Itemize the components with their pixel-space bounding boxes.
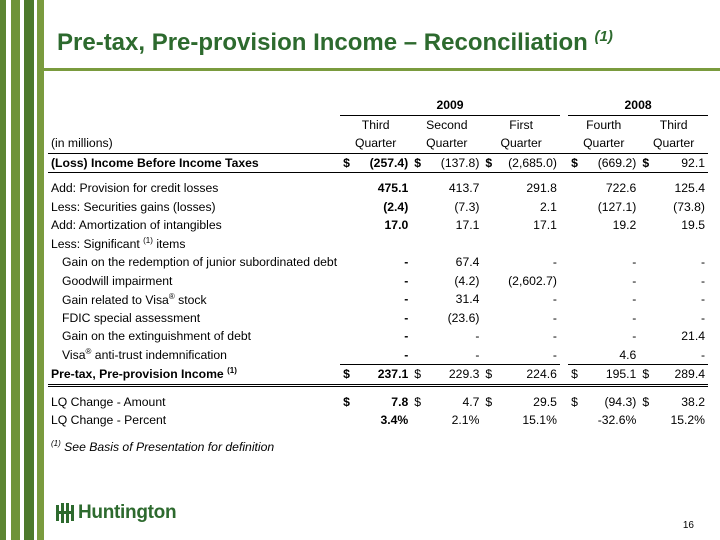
cell-value: - [552, 292, 557, 307]
cell-value: - [632, 310, 637, 325]
col-header-top: Third [361, 117, 390, 132]
cell-value: 722.6 [605, 181, 637, 196]
cell-value: - [552, 255, 557, 270]
row-label: Goodwill impairment [62, 273, 173, 288]
cell-value: 291.8 [526, 181, 557, 196]
cell-value: 289.4 [657, 365, 708, 386]
cell-value: (127.1) [597, 199, 637, 214]
table-row-significant-items [48, 235, 708, 254]
currency-symbol: $ [482, 153, 500, 173]
cell-value: (23.6) [447, 310, 480, 325]
cell-value: - [632, 255, 637, 270]
cell-value: 67.4 [455, 255, 480, 270]
cell-value: - [700, 273, 705, 288]
cell-value: 92.1 [657, 153, 708, 173]
cell-value: 224.6 [500, 365, 560, 386]
cell-value: - [358, 346, 411, 365]
table-row-fdic [48, 309, 708, 328]
cell-value: - [700, 310, 705, 325]
col-header-top: Second [426, 117, 468, 132]
cell-value: - [500, 346, 560, 365]
cell-value: 21.4 [681, 329, 705, 344]
currency-symbol: $ [568, 153, 586, 173]
cell-value: (73.8) [673, 199, 705, 214]
cell-value: (669.2) [586, 153, 639, 173]
cell-value: - [552, 329, 557, 344]
row-label: Less: Securities gains (losses) [51, 199, 216, 214]
cell-value: 15.1% [522, 413, 557, 428]
currency-symbol: $ [642, 394, 650, 409]
col-header-bottom: Quarter [568, 134, 639, 153]
reconciliation-table [48, 96, 708, 456]
footnote-row [48, 438, 708, 457]
huntington-logo-icon [56, 503, 74, 523]
table-row-lq-amount [48, 393, 708, 412]
cell-value: - [700, 292, 705, 307]
cell-value: 475.1 [377, 181, 409, 196]
row-label: (Loss) Income Before Income Taxes [48, 153, 340, 173]
cell-value: (2,685.0) [500, 153, 560, 173]
col-header-bottom: Quarter [340, 134, 411, 153]
table-row-income-before-taxes [48, 153, 708, 173]
table-row-goodwill [48, 272, 708, 291]
col-header-top: First [509, 117, 533, 132]
cell-value: - [632, 329, 637, 344]
row-label: Less: Significant $^{(1)}$ items [51, 236, 186, 252]
cell-value: 17.1 [533, 218, 557, 233]
cell-value: 195.1 [586, 365, 639, 386]
cell-value: 4.6 [586, 346, 639, 365]
page-title: Pre-tax, Pre-provision Income – Reconciliation $^{(1)}$ [57, 28, 613, 56]
table-row-junior-debt [48, 253, 708, 272]
table-row-lq-percent [48, 411, 708, 430]
col-header-bottom: Quarter [639, 134, 708, 153]
table-row-provision [48, 179, 708, 198]
row-label: Gain on the redemption of junior subordinated debt [62, 255, 338, 270]
cell-value: 15.2% [670, 413, 705, 428]
cell-value: (137.8) [429, 153, 482, 173]
currency-symbol: $ [340, 153, 358, 173]
cell-value: - [632, 292, 637, 307]
units-label: (in millions) [48, 134, 340, 153]
row-label: Gain on the extinguishment of debt [62, 329, 252, 344]
footnote: $^{(1)}$ See Basis of Presentation for definition [51, 439, 275, 455]
cell-value: 17.0 [384, 218, 409, 233]
col-header-top: Third [659, 117, 688, 132]
cell-value: - [404, 310, 409, 325]
cell-value: (2.4) [383, 199, 409, 214]
cell-value: - [700, 255, 705, 270]
year-2008-header: 2008 [568, 96, 708, 115]
page-number: 16 [682, 520, 694, 531]
cell-value: 7.8 [391, 394, 409, 409]
cell-value: - [429, 346, 482, 365]
col-header-top: Fourth [586, 117, 622, 132]
logo-wordmark: Huntington [78, 502, 177, 523]
cell-value: 19.5 [681, 218, 705, 233]
cell-value: - [632, 273, 637, 288]
row-label: Visa® anti-trust indemnification [62, 347, 227, 363]
row-label: Gain related to Visa® stock [62, 291, 207, 307]
year-header-row [48, 96, 708, 115]
cell-value: - [404, 273, 409, 288]
row-label: Add: Provision for credit losses [51, 181, 219, 196]
cell-value: (4.2) [454, 273, 480, 288]
title-rule [44, 68, 720, 71]
currency-symbol: $ [485, 394, 493, 409]
row-label: Add: Amortization of intangibles [51, 218, 222, 233]
year-2009-header: 2009 [340, 96, 560, 115]
cell-value: 2.1 [539, 199, 557, 214]
cell-value: - [404, 255, 409, 270]
currency-symbol: $ [639, 153, 657, 173]
cell-value: 29.5 [533, 394, 557, 409]
currency-symbol: $ [340, 365, 358, 386]
currency-symbol: $ [568, 365, 586, 386]
quarter-bottom-row [48, 134, 708, 153]
cell-value: 3.4% [380, 413, 409, 428]
cell-value: 17.1 [455, 218, 480, 233]
row-label: Pre-tax, Pre-provision Income $^{(1)}$ [48, 365, 340, 386]
title-footnote-ref: (1) [594, 28, 613, 45]
table-row-pptpi [48, 365, 708, 386]
huntington-logo [56, 502, 176, 524]
currency-symbol: $ [343, 394, 350, 409]
cell-value: 125.4 [674, 181, 705, 196]
cell-value: (2,602.7) [508, 273, 557, 288]
cell-value: 38.2 [681, 394, 705, 409]
cell-value: - [475, 329, 480, 344]
col-header-bottom: Quarter [482, 134, 560, 153]
cell-value: 2.1% [451, 413, 480, 428]
cell-value: (7.3) [454, 199, 480, 214]
row-label: LQ Change - Amount [51, 394, 166, 409]
currency-symbol: $ [411, 365, 429, 386]
col-header-bottom: Quarter [411, 134, 482, 153]
currency-symbol: $ [411, 153, 429, 173]
cell-value: (94.3) [604, 394, 637, 409]
quarter-top-row [48, 115, 708, 134]
table-row-visa-antitrust [48, 346, 708, 365]
cell-value: (257.4) [358, 153, 411, 173]
cell-value: 4.7 [462, 394, 480, 409]
table-row-visa-stock [48, 290, 708, 309]
table-row-securities [48, 198, 708, 217]
cell-value: 237.1 [358, 365, 411, 386]
cell-value: 31.4 [455, 292, 480, 307]
currency-symbol: $ [482, 365, 500, 386]
currency-symbol: $ [639, 365, 657, 386]
cell-value: -32.6% [597, 413, 637, 428]
currency-symbol: $ [414, 394, 422, 409]
cell-value: - [657, 346, 708, 365]
currency-symbol: $ [571, 394, 578, 409]
decorative-stripes [0, 0, 44, 540]
cell-value: - [404, 329, 409, 344]
cell-value: - [404, 292, 409, 307]
table-row-extinguishment [48, 327, 708, 346]
cell-value: 413.7 [448, 181, 480, 196]
cell-value: 19.2 [612, 218, 637, 233]
row-label: LQ Change - Percent [51, 413, 167, 428]
table-row-amortization [48, 216, 708, 235]
cell-value: - [552, 310, 557, 325]
row-label: FDIC special assessment [62, 310, 201, 325]
cell-value: 229.3 [429, 365, 482, 386]
